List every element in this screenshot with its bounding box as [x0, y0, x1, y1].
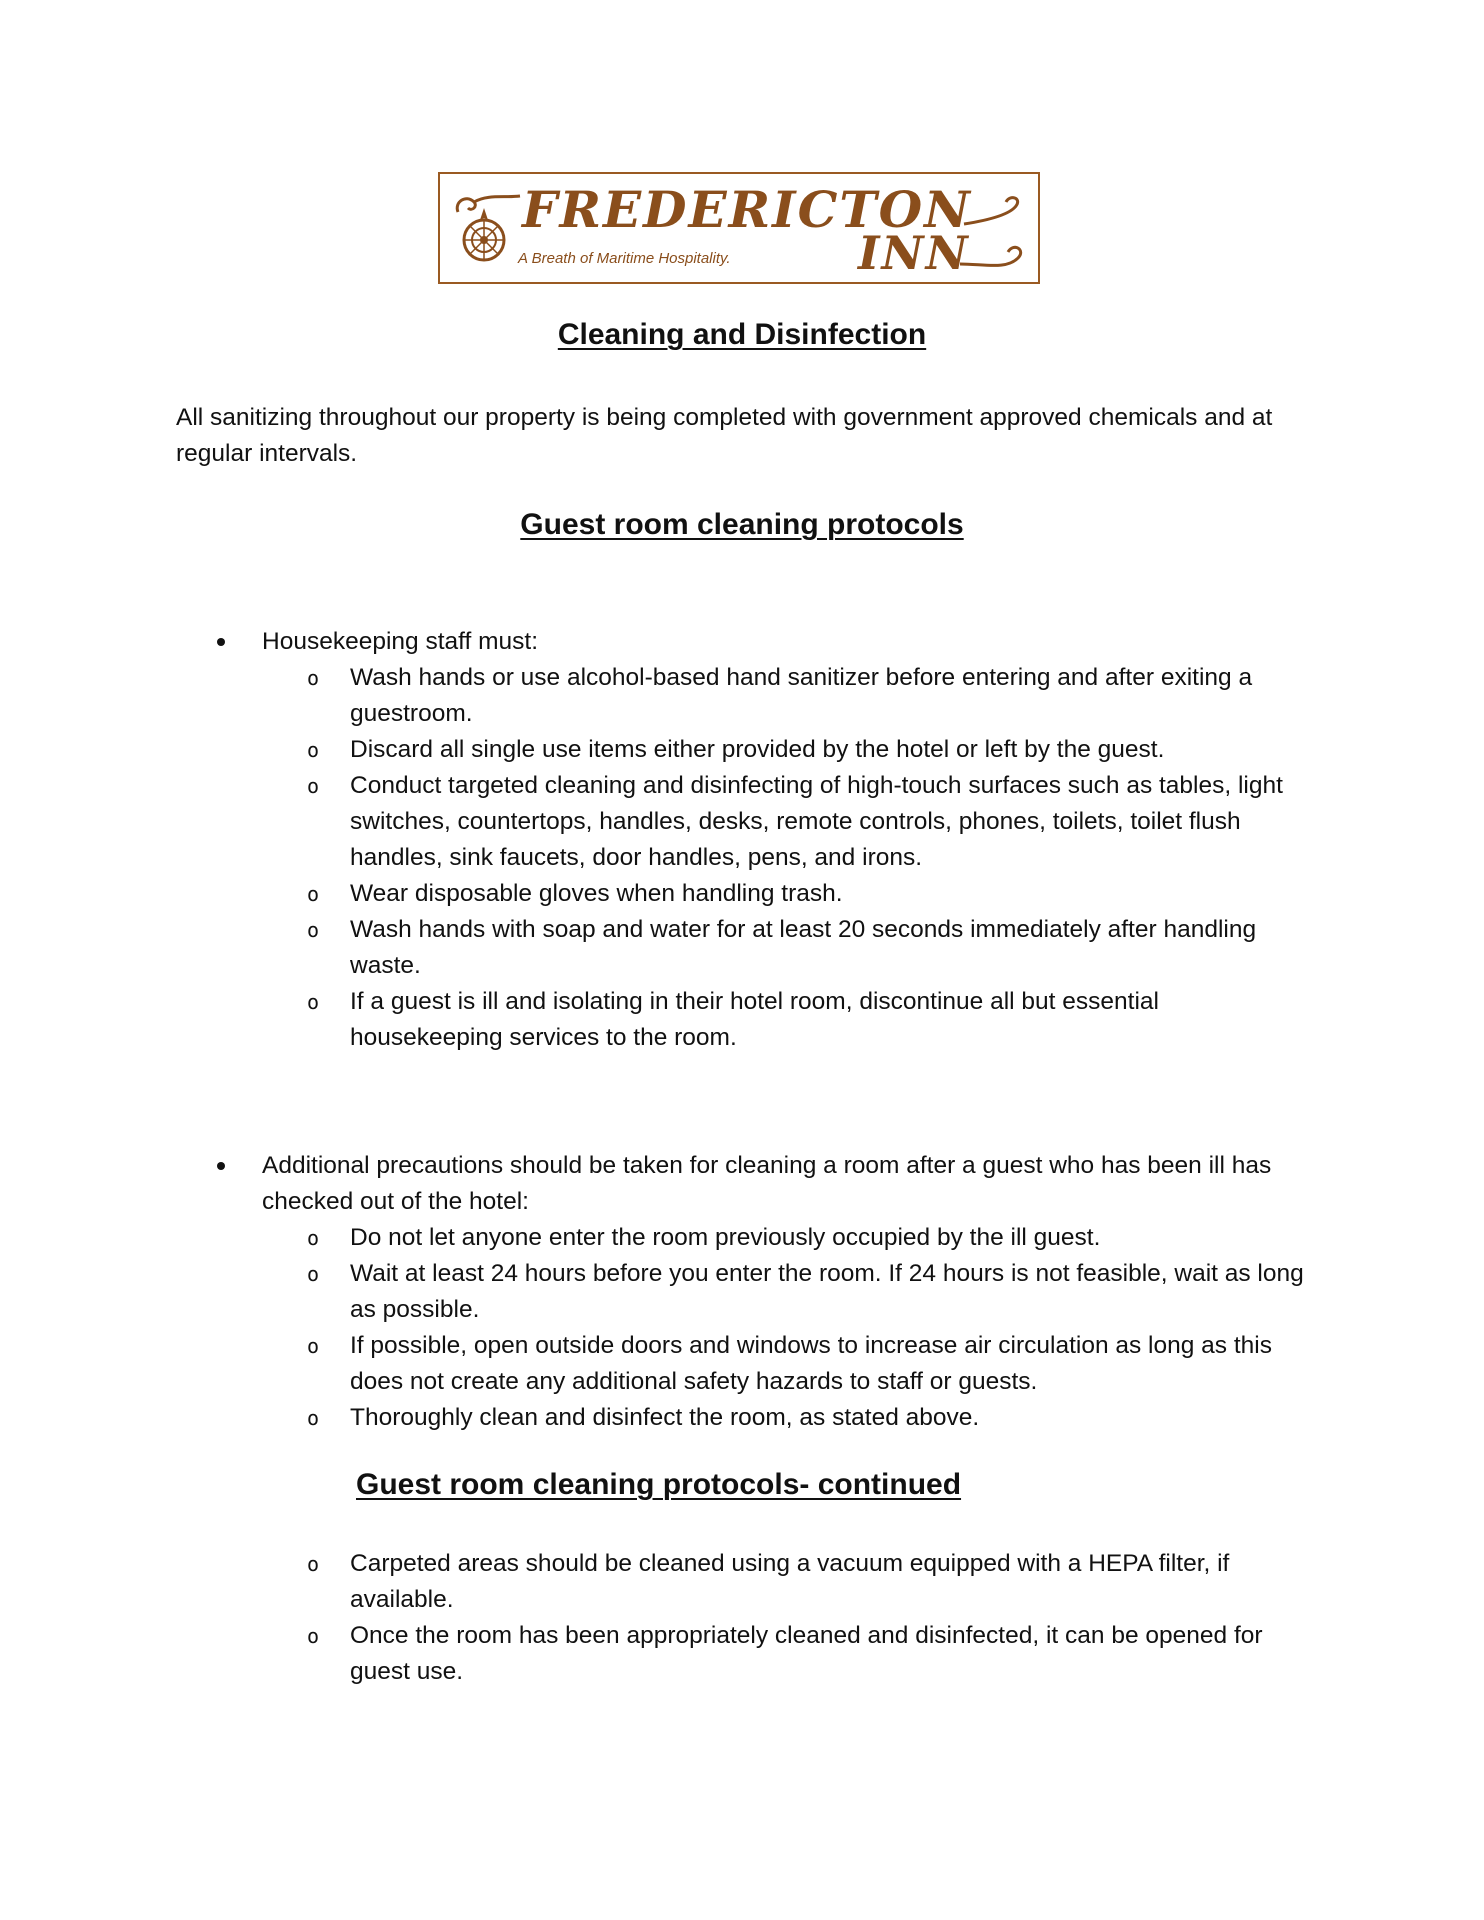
list-item: [0, 1256, 1484, 1328]
list-item: [0, 876, 1484, 912]
list-item-text: If a guest is ill and isolating in their hotel room, discontinue all but essential housekeeping services to the room.: [350, 988, 1159, 1051]
list-item: [0, 732, 1484, 768]
list-item-text: Do not let anyone enter the room previously occupied by the ill guest.: [350, 1224, 1101, 1251]
continued-sub-list: [0, 1546, 1484, 1690]
list-item: [0, 1546, 1484, 1618]
list-item-text: If possible, open outside doors and windows to increase air circulation as long as this does not create any additional safety hazards to staff or guests.: [350, 1332, 1272, 1395]
list-item-text: Wear disposable gloves when handling trash.: [350, 880, 843, 907]
list-item: [0, 1220, 1484, 1256]
intro-paragraph: All sanitizing throughout our property is being completed with government approved chemicals and at regular intervals.: [176, 404, 1273, 467]
list-item-text: Wash hands with soap and water for at least 20 seconds immediately after handling waste.: [350, 916, 1257, 979]
list-item: [0, 660, 1484, 732]
bullet-dot-icon: [217, 638, 225, 646]
logo-name: FREDERICTON: [522, 180, 972, 239]
precautions-sub-list: [0, 1220, 1484, 1436]
list-item-text: Discard all single use items either provided by the hotel or left by the guest.: [350, 736, 1165, 763]
list-item: [0, 1400, 1484, 1436]
page-title: Cleaning and Disinfection: [557, 318, 927, 351]
list-item: [0, 984, 1484, 1056]
list-marker: o: [307, 774, 320, 798]
list-item: [0, 768, 1484, 876]
list-marker: o: [307, 1334, 320, 1358]
list-marker: o: [307, 666, 320, 690]
section-heading-continued: Guest room cleaning protocols- continued: [356, 1468, 962, 1501]
list-item-text: Wash hands or use alcohol-based hand sanitizer before entering and after exiting a guestroom.: [350, 664, 1253, 727]
swirl-ornament-icon: [960, 194, 1030, 279]
bullet-dot-icon: [217, 1162, 225, 1170]
list-item: [0, 1618, 1484, 1690]
list-item-text: Wait at least 24 hours before you enter the room. If 24 hours is not feasible, wait as long as possible.: [350, 1260, 1304, 1323]
list-marker: o: [307, 738, 320, 762]
list-item-text: Once the room has been appropriately cleaned and disinfected, it can be opened for guest use.: [350, 1622, 1263, 1685]
logo-inn: INN: [858, 226, 970, 280]
bullet-text: Additional precautions should be taken for cleaning a room after a guest who has been ill has checked out of the hotel:: [262, 1152, 1272, 1215]
list-item-text: Thoroughly clean and disinfect the room, as stated above.: [350, 1404, 980, 1431]
list-item: [0, 1328, 1484, 1400]
list-marker: o: [307, 1226, 320, 1250]
compass-rose-icon: [452, 204, 516, 268]
list-marker: o: [307, 990, 320, 1014]
list-marker: o: [307, 882, 320, 906]
bullet-text: Housekeeping staff must:: [262, 628, 539, 655]
list-marker: o: [307, 918, 320, 942]
housekeeping-sub-list: [0, 660, 1484, 1056]
section-heading-guest-room-cleaning: Guest room cleaning protocols: [520, 508, 964, 541]
list-item: [0, 912, 1484, 984]
list-marker: o: [307, 1262, 320, 1286]
list-item-text: Carpeted areas should be cleaned using a vacuum equipped with a HEPA filter, if available.: [350, 1550, 1230, 1613]
logo-tagline: A Breath of Maritime Hospitality.: [518, 250, 731, 267]
list-marker: o: [307, 1406, 320, 1430]
list-marker: o: [307, 1624, 320, 1648]
list-item-text: Conduct targeted cleaning and disinfecting of high-touch surfaces such as tables, light switches, countertops, handles, desks, remote controls, phones, toilets, toilet flush handles, sink faucets, door handles, pens, and irons.: [350, 772, 1283, 871]
list-marker: o: [307, 1552, 320, 1576]
fredericton-inn-logo: [438, 172, 1040, 284]
